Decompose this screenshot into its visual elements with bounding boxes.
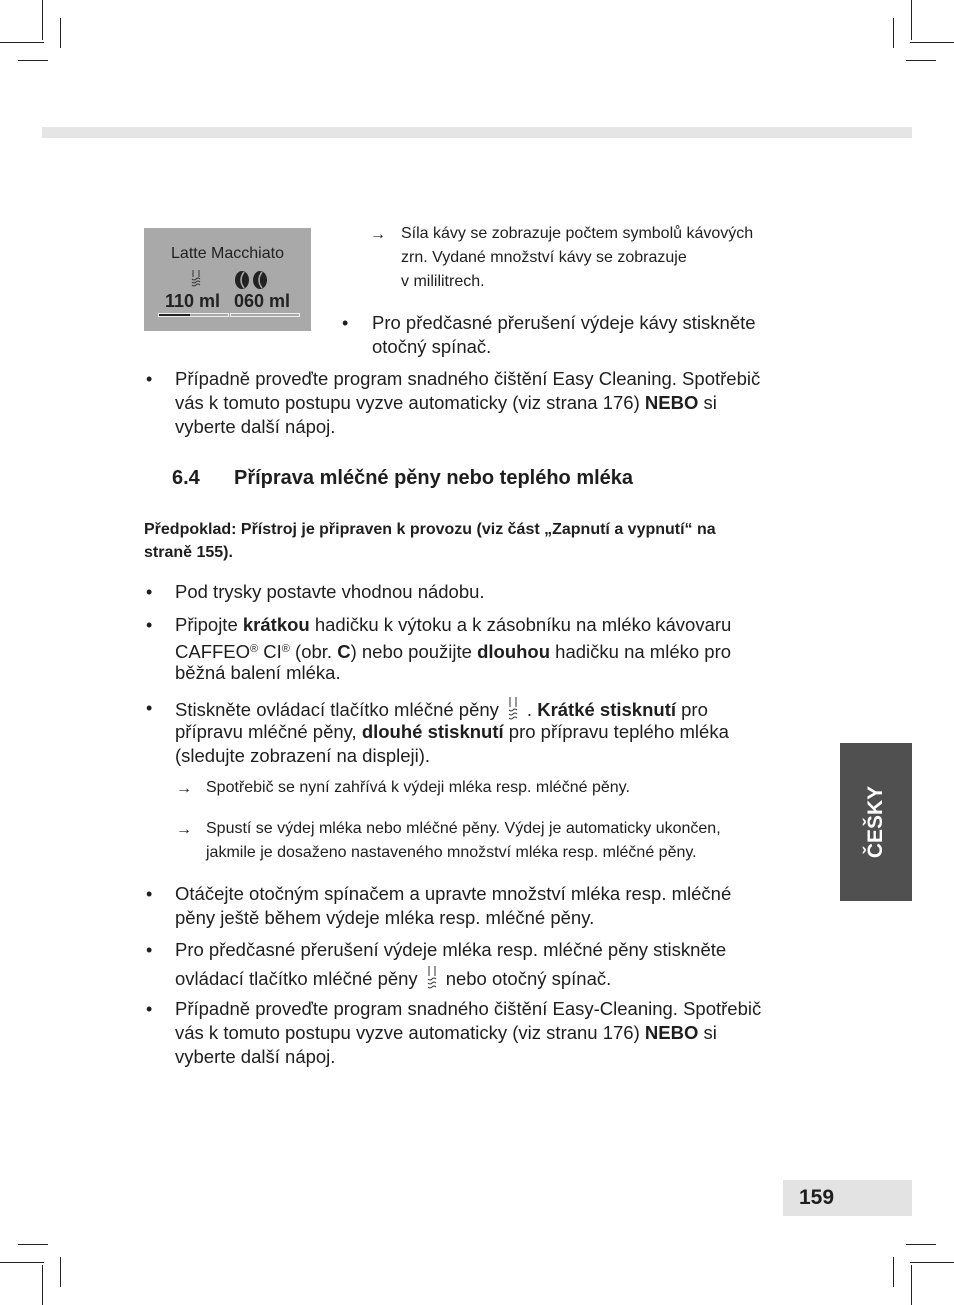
language-tab-label: ČEŠKY	[864, 785, 887, 859]
crop-mark	[0, 42, 44, 43]
body-line: vyberte další nápoj.	[175, 1046, 336, 1067]
bullet-marker: •	[146, 582, 153, 602]
bullet-marker: •	[146, 940, 153, 960]
note-line: Síla kávy se zobrazuje počtem symbolů kávových	[401, 225, 754, 242]
body-line: ovládací tlačítko mléčné pěny nebo otočný spínač.	[175, 965, 611, 991]
body-line: vyberte další nápoj.	[175, 416, 336, 437]
crop-mark	[906, 1244, 936, 1245]
crop-mark	[60, 18, 61, 48]
page-number-box	[783, 1180, 912, 1216]
note-line: Spustí se výdej mléka nebo mléčné pěny. Výdej je automaticky ukončen,	[206, 820, 721, 837]
body-line: Pro předčasné přerušení výdeje kávy stiskněte	[372, 312, 756, 333]
arrow-marker: →	[176, 821, 192, 838]
crop-mark	[911, 0, 912, 40]
arrow-marker: →	[176, 780, 192, 797]
bullet-marker: •	[146, 615, 153, 635]
section-title: Příprava mléčné pěny nebo teplého mléka	[234, 467, 634, 489]
note-line: zrn. Vydané množství kávy se zobrazuje	[401, 249, 687, 266]
crop-mark	[910, 1262, 954, 1263]
body-line: CAFFEO® CI® (obr. C) nebo použijte dlouhou hadičku na mléko pro	[175, 641, 732, 662]
arrow-marker: →	[370, 226, 386, 243]
body-line: Pod trysky postavte vhodnou nádobu.	[175, 581, 485, 602]
bullet-marker: •	[146, 369, 153, 389]
body-line: pěny ještě během výdeje mléka resp. mléčné pěny.	[175, 907, 595, 928]
milk-froth-icon	[189, 269, 203, 289]
crop-mark	[911, 1265, 912, 1305]
crop-mark	[893, 18, 894, 48]
body-line: (sledujte zobrazení na displeji).	[175, 745, 431, 766]
header-bar	[42, 127, 912, 138]
display-title: Latte Macchiato	[171, 245, 284, 262]
body-line: běžná balení mléka.	[175, 662, 341, 683]
bullet-marker: •	[146, 884, 153, 904]
body-line: Otáčejte otočným spínačem a upravte množství mléka resp. mléčné	[175, 883, 732, 904]
note-line: jakmile je dosaženo nastaveného množství mléka resp. mléčné pěny.	[206, 844, 697, 861]
body-line: vás k tomuto postupu vyzve automaticky (viz stranu 176) NEBO si	[175, 1022, 717, 1043]
crop-mark	[42, 1265, 43, 1305]
crop-mark	[910, 42, 954, 43]
bullet-marker: •	[146, 698, 153, 718]
language-tab	[840, 743, 912, 901]
body-line: přípravu mléčné pěny, dlouhé stisknutí pro přípravu teplého mléka	[175, 721, 729, 742]
page-number: 159	[799, 1186, 835, 1209]
body-line: otočný spínač.	[372, 336, 492, 357]
bullet-marker: •	[146, 999, 153, 1019]
crop-mark	[18, 60, 48, 61]
body-line: Případně proveďte program snadného čištění Easy Cleaning. Spotřebič	[175, 368, 761, 389]
section-number: 6.4	[172, 467, 200, 489]
milk-froth-icon	[506, 696, 520, 722]
coffee-volume: 060 ml	[234, 291, 291, 311]
crop-mark	[18, 1244, 48, 1245]
milk-froth-icon	[425, 965, 439, 991]
milk-progress-bar	[158, 313, 229, 317]
note-line: v mililitrech.	[401, 273, 485, 290]
prerequisite-note	[144, 518, 824, 564]
note-line: Spotřebič se nyní zahřívá k výdeji mléka resp. mléčné pěny.	[206, 779, 630, 796]
bullet-marker: •	[342, 313, 349, 333]
milk-volume: 110 ml	[165, 291, 221, 311]
body-line: Pro předčasné přerušení výdeje mléka resp. mléčné pěny stiskněte	[175, 939, 727, 960]
crop-mark	[893, 1257, 894, 1287]
coffee-progress-bar	[230, 313, 300, 317]
body-line: Připojte krátkou hadičku k výtoku a k zásobníku na mléko kávovaru	[175, 614, 732, 635]
machine-display	[144, 228, 311, 331]
crop-mark	[60, 1257, 61, 1287]
crop-mark	[906, 60, 936, 61]
coffee-beans-icon	[232, 270, 272, 290]
crop-mark	[42, 0, 43, 40]
prerequisite-line: straně 155).	[144, 544, 233, 561]
body-line: vás k tomuto postupu vyzve automaticky (viz strana 176) NEBO si	[175, 392, 717, 413]
body-line: Případně proveďte program snadného čištění Easy-Cleaning. Spotřebič	[175, 998, 762, 1019]
prerequisite-line: Předpoklad: Přístroj je připraven k provozu (viz část „Zapnutí a vypnutí“ na	[144, 521, 716, 538]
crop-mark	[0, 1262, 44, 1263]
body-line: Stiskněte ovládací tlačítko mléčné pěny . Krátké stisknutí pro	[175, 696, 708, 722]
